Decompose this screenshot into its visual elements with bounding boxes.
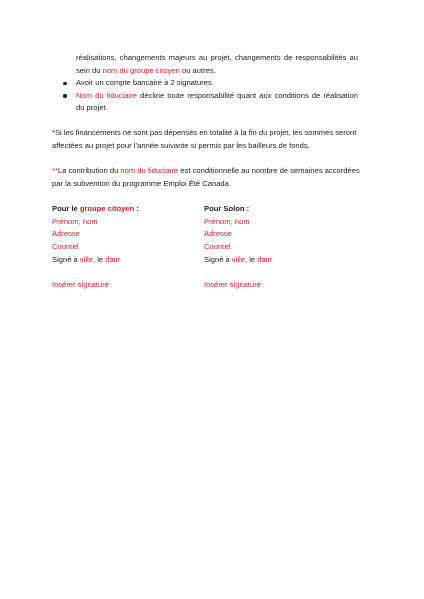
signed-prefix: Signé à — [204, 254, 232, 264]
bullet-item-bank-account — [52, 77, 358, 90]
footnote-contribution-text-2: est conditionnelle au nombre de semaines accordées par la subvention du programme Emploi Été Canada. — [52, 166, 360, 188]
placeholder-name-left[interactable]: Prénom, nom — [52, 216, 98, 226]
placeholder-fiduciary-name[interactable]: Nom du fiduciaire — [76, 90, 138, 100]
placeholder-signature-left[interactable]: Insérer signature — [52, 280, 109, 290]
placeholder-name-right[interactable]: Prénom, nom — [204, 216, 250, 226]
signed-mid: , le — [244, 254, 258, 264]
footnote-funding-text: *Si les financements ne sont pas dépensés en totalité à la fin du projet, les sommes seront affectées au projet pour l’année suivante si permis par les bailleurs de fonds. — [52, 128, 357, 150]
signature-block-solon — [204, 203, 354, 292]
bullet-item-text: décline toute responsabilité quant aux conditions de réalisation du projet. — [76, 90, 358, 113]
continuation-text-3: ou autres. — [179, 65, 216, 75]
heading-prefix: Pour le — [52, 204, 80, 213]
placeholder-citizen-group-name[interactable]: nom du groupe citoyen — [102, 65, 180, 75]
signature-block-citizen-group — [52, 203, 202, 292]
placeholder-address-left[interactable]: Adresse — [52, 229, 80, 239]
placeholder-email-left[interactable]: Courriel — [52, 242, 79, 252]
footnote-contribution — [52, 165, 362, 190]
continuation-text-2: au sein du — [76, 53, 358, 75]
footnote-contribution-text-1: La contribution du — [57, 166, 121, 175]
footnote-funding — [52, 127, 362, 152]
bullet-item-text: Avoir un compte bancaire à 2 signatures — [76, 78, 212, 88]
heading-suffix: : — [134, 204, 139, 213]
signed-mid: , le — [92, 254, 106, 264]
placeholder-fiduciary-name-2[interactable]: nom du fiduciaire — [120, 166, 179, 175]
signature-heading-citizen-group — [52, 203, 202, 216]
placeholder-date-left[interactable]: date — [105, 254, 120, 264]
bullet-list — [52, 52, 358, 115]
bullet-dot — [63, 82, 67, 86]
signed-line-left — [52, 254, 202, 267]
placeholder-address-right[interactable]: Adresse — [204, 229, 232, 239]
bullet-continuation — [52, 52, 358, 77]
bullet-dot — [63, 94, 67, 98]
footnote-stars: ** — [52, 166, 58, 175]
signed-line-right — [204, 254, 354, 267]
placeholder-citizen-group[interactable]: groupe citoyen — [79, 204, 135, 213]
placeholder-signature-right[interactable]: Insérer signature — [204, 280, 261, 290]
signed-prefix: Signé à — [52, 254, 80, 264]
signature-heading-solon: Pour Solon : — [204, 204, 250, 213]
placeholder-city-right[interactable]: ville — [231, 254, 245, 264]
placeholder-city-left[interactable]: ville — [79, 254, 93, 264]
placeholder-email-right[interactable]: Courriel — [204, 242, 231, 252]
placeholder-date-right[interactable]: date — [257, 254, 272, 264]
continuation-text-1: réalisations, changements majeurs au projet, changements de responsabilités — [76, 53, 347, 62]
bullet-item-fiduciary — [52, 90, 358, 115]
